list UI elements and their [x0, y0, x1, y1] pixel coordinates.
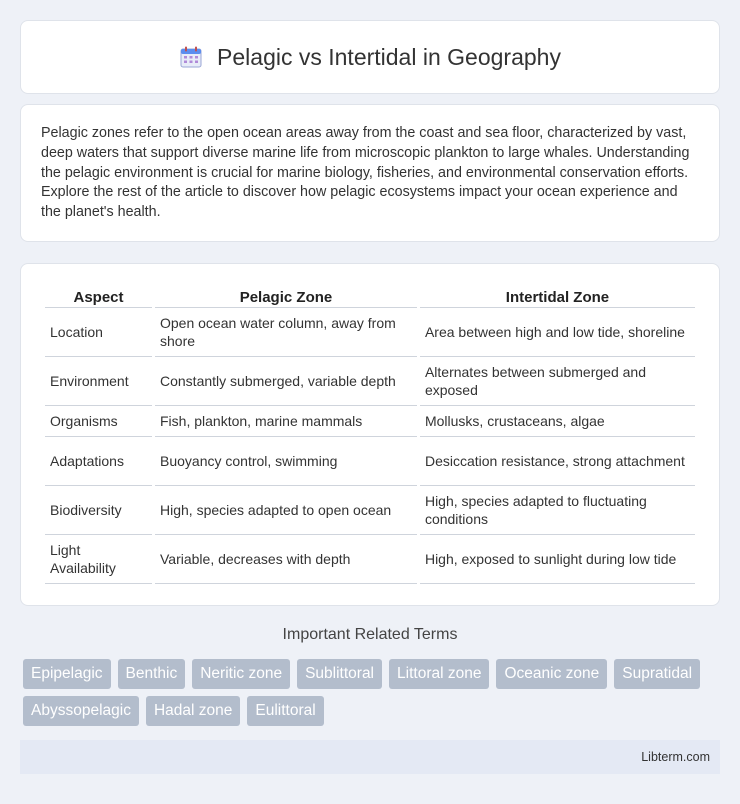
term-tag[interactable]: Abyssopelagic	[23, 696, 139, 726]
table-row	[45, 535, 695, 584]
calendar-icon	[179, 45, 203, 69]
table-cell: Area between high and low tide, shoreline	[420, 308, 695, 357]
table-cell: Variable, decreases with depth	[155, 535, 417, 584]
table-row	[45, 308, 695, 357]
table-cell: Desiccation resistance, strong attachment	[420, 437, 695, 486]
header-card	[20, 20, 720, 94]
table-cell: Organisms	[45, 406, 152, 437]
table-header-row	[45, 282, 695, 308]
term-tag[interactable]: Supratidal	[614, 659, 700, 689]
comparison-table-card	[20, 263, 720, 606]
table-cell: Alternates between submerged and exposed	[420, 357, 695, 406]
intro-card	[20, 104, 720, 242]
table-cell: High, species adapted to open ocean	[155, 486, 417, 535]
related-terms-title: Important Related Terms	[282, 626, 458, 643]
table-cell: Constantly submerged, variable depth	[155, 357, 417, 406]
page-title: Pelagic vs Intertidal in Geography	[217, 43, 561, 70]
term-tag[interactable]: Benthic	[118, 659, 186, 689]
term-tag[interactable]: Littoral zone	[389, 659, 489, 689]
table-cell: Light Availability	[45, 535, 152, 584]
table-cell: Adaptations	[45, 437, 152, 486]
term-tag[interactable]: Eulittoral	[247, 696, 323, 726]
related-terms-list	[23, 659, 723, 726]
table-row	[45, 486, 695, 535]
table-cell: Buoyancy control, swimming	[155, 437, 417, 486]
term-tag[interactable]: Hadal zone	[146, 696, 240, 726]
table-cell: High, exposed to sunlight during low tide	[420, 535, 695, 584]
table-cell: Location	[45, 308, 152, 357]
comparison-table	[42, 282, 698, 584]
table-cell: Mollusks, crustaceans, algae	[420, 406, 695, 437]
header-intertidal: Intertidal Zone	[420, 282, 695, 308]
table-cell: Biodiversity	[45, 486, 152, 535]
footer	[20, 740, 720, 774]
term-tag[interactable]: Oceanic zone	[496, 659, 607, 689]
table-cell: Fish, plankton, marine mammals	[155, 406, 417, 437]
header-pelagic: Pelagic Zone	[155, 282, 417, 308]
table-row	[45, 357, 695, 406]
table-row	[45, 437, 695, 486]
term-tag[interactable]: Neritic zone	[192, 659, 290, 689]
table-row	[45, 406, 695, 437]
table-cell: High, species adapted to fluctuating conditions	[420, 486, 695, 535]
table-cell: Open ocean water column, away from shore	[155, 308, 417, 357]
intro-text: Pelagic zones refer to the open ocean areas away from the coast and sea floor, characterized by vast, deep waters that support diverse marine life from microscopic plankton to large whales. Understanding the pelagic environment is crucial for marine biology, fisheries, and environmental conservation efforts. Explore the rest of the article to discover how pelagic ecosystems impact your ocean experience and the planet's health.	[41, 125, 690, 221]
header-aspect: Aspect	[45, 282, 152, 308]
footer-site-link[interactable]: Libterm.com	[641, 750, 710, 764]
term-tag[interactable]: Epipelagic	[23, 659, 111, 689]
table-cell: Environment	[45, 357, 152, 406]
term-tag[interactable]: Sublittoral	[297, 659, 382, 689]
